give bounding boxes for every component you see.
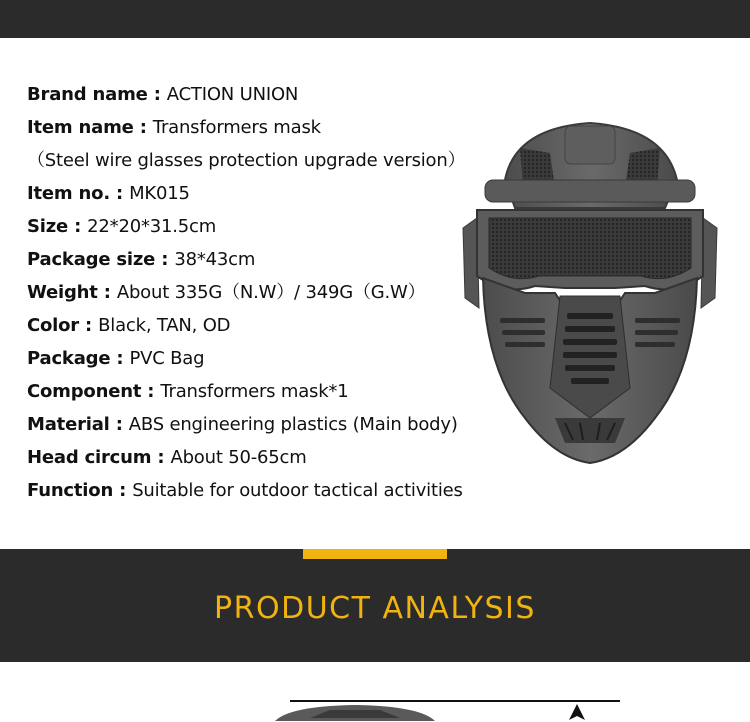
spec-material xyxy=(27,408,467,441)
spec-value: （Steel wire glasses protection upgrade version） xyxy=(27,150,466,171)
spec-value: 38*43cm xyxy=(174,249,256,270)
spec-key: Package size : xyxy=(27,249,175,270)
spec-key: Item no. : xyxy=(27,183,130,204)
accent-bar xyxy=(303,549,447,559)
arrow-up-icon xyxy=(565,702,589,722)
spec-value: 22*20*31.5cm xyxy=(87,216,217,237)
spec-key: Material : xyxy=(27,414,129,435)
spec-color xyxy=(27,309,467,342)
spec-key: Brand name : xyxy=(27,84,167,105)
spec-key: Size : xyxy=(27,216,88,237)
spec-value: Transformers mask*1 xyxy=(160,381,349,402)
analysis-preview xyxy=(0,662,750,721)
spec-component xyxy=(27,375,467,408)
spec-value: Transformers mask xyxy=(152,117,321,138)
spec-value: About 50-65cm xyxy=(170,447,307,468)
mask-illustration xyxy=(455,118,725,468)
spec-package-size xyxy=(27,243,467,276)
spec-weight xyxy=(27,276,467,309)
spec-key: Item name : xyxy=(27,117,153,138)
spec-item-name-note xyxy=(27,144,467,177)
spec-item-name xyxy=(27,111,467,144)
spec-value: Suitable for outdoor tactical activities xyxy=(132,480,463,501)
product-analysis-section xyxy=(0,549,750,662)
mask-top-preview xyxy=(270,704,440,721)
product-image-mask xyxy=(455,118,725,468)
spec-head-circum xyxy=(27,441,467,474)
spec-value: PVC Bag xyxy=(129,348,205,369)
spec-value: Black, TAN, OD xyxy=(98,315,231,336)
spec-package xyxy=(27,342,467,375)
spec-key: Head circum : xyxy=(27,447,171,468)
spec-value: MK015 xyxy=(129,183,190,204)
spec-key: Color : xyxy=(27,315,99,336)
spec-item-no xyxy=(27,177,467,210)
spec-key: Weight : xyxy=(27,282,117,303)
spec-function xyxy=(27,474,467,507)
spec-key: Package : xyxy=(27,348,130,369)
spec-size xyxy=(27,210,467,243)
spec-value: ABS engineering plastics (Main body) xyxy=(128,414,458,435)
top-dark-band xyxy=(0,0,750,38)
spec-value: About 335G（N.W）/ 349G（G.W） xyxy=(116,282,426,303)
spec-key: Function : xyxy=(27,480,133,501)
spec-key: Component : xyxy=(27,381,161,402)
spec-list xyxy=(27,78,467,507)
spec-brand-name xyxy=(27,78,467,111)
section-title: PRODUCT ANALYSIS xyxy=(214,591,536,626)
spec-value: ACTION UNION xyxy=(166,84,299,105)
